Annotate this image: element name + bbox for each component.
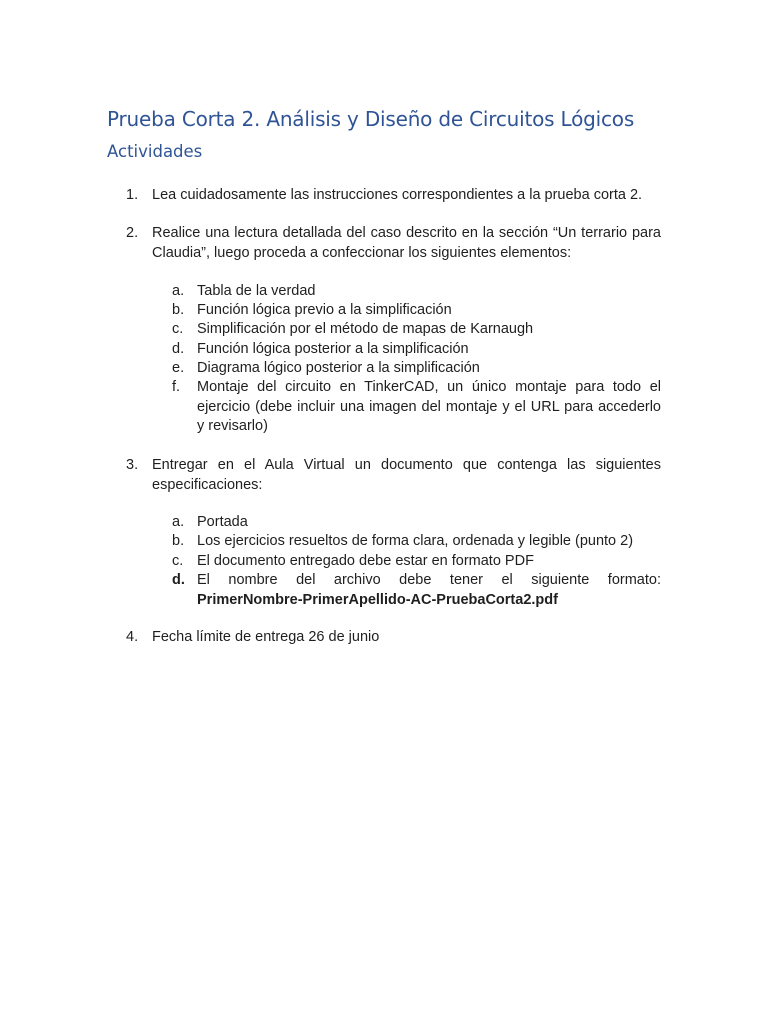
- sublist-item-line: Simplificación por el método de mapas de Karnaugh: [197, 321, 534, 337]
- list-item-line: Lea cuidadosamente las instrucciones correspondientes a la prueba corta 2.: [152, 187, 643, 203]
- sublist-item-text: [197, 301, 661, 321]
- sublist-item-letter: b.: [172, 302, 185, 318]
- list-item-text: [152, 224, 661, 263]
- sublist-item-line: Función lógica previo a la simplificación: [197, 302, 452, 318]
- list-item-number: 3.: [126, 457, 139, 473]
- sublist-item-line: Montaje del circuito en TinkerCAD, un único montaje para todo el: [197, 379, 661, 395]
- list-item-number: 4.: [126, 629, 139, 645]
- list-item-text: [152, 186, 661, 206]
- page-title: Prueba Corta 2. Análisis y Diseño de Circuitos Lógicos: [107, 107, 635, 131]
- filename-format: PrimerNombre-PrimerApellido-AC-PruebaCorta2.pdf: [197, 591, 558, 608]
- sublist-item-line: Diagrama lógico posterior a la simplificación: [197, 360, 480, 376]
- sublist-item-letter: d.: [172, 341, 185, 357]
- sublist-item-text: [197, 340, 661, 360]
- sublist-item-text: [197, 513, 661, 533]
- list-item-text: [152, 456, 661, 495]
- list-item-line: especificaciones:: [152, 476, 263, 493]
- sublist-item-line: Los ejercicios resueltos de forma clara, ordenada y legible (punto 2): [197, 533, 634, 549]
- list-item-number: 1.: [126, 187, 139, 203]
- list-item-number: 2.: [126, 225, 139, 241]
- sublist-item-letter: e.: [172, 360, 185, 376]
- sublist-item-text: [197, 378, 661, 437]
- sublist-item-line: y revisarlo): [197, 418, 268, 434]
- sublist-item-text: [197, 282, 661, 302]
- sublist-item-letter: f.: [172, 379, 181, 395]
- list-item-line: Fecha límite de entrega 26 de junio: [152, 629, 380, 645]
- sublist-item-line: Tabla de la verdad: [197, 283, 316, 299]
- list-item-line: Claudia”, luego proceda a confeccionar los siguientes elementos:: [152, 244, 572, 261]
- sublist-item-line: El documento entregado debe estar en formato PDF: [197, 553, 534, 569]
- sublist-item-text: [197, 320, 661, 340]
- list-item-text: [152, 628, 661, 648]
- sublist-item-line: El nombre del archivo debe tener el siguiente formato:: [197, 572, 661, 588]
- list-item-line: Realice una lectura detallada del caso descrito en la sección “Un terrario para: [152, 225, 661, 241]
- sublist-item-letter: d.: [172, 572, 185, 588]
- section-heading: Actividades: [107, 142, 203, 161]
- sublist-item-text: [197, 552, 661, 572]
- sublist-item-text: [197, 532, 661, 552]
- sublist-item-letter: b.: [172, 533, 185, 549]
- sublist-item-letter: c.: [172, 321, 184, 337]
- list-item-line: Entregar en el Aula Virtual un documento que contenga las siguientes: [152, 457, 661, 473]
- sublist-item-letter: c.: [172, 553, 184, 569]
- sublist-item-text: [197, 571, 661, 610]
- sublist-item-line: ejercicio (debe incluir una imagen del montaje y el URL para accederlo: [197, 398, 661, 415]
- sublist-item-line: Función lógica posterior a la simplificación: [197, 341, 469, 357]
- sublist-item-line: Portada: [197, 514, 248, 530]
- sublist-item-text: [197, 359, 661, 379]
- sublist-item-letter: a.: [172, 283, 185, 299]
- sublist-item-letter: a.: [172, 514, 185, 530]
